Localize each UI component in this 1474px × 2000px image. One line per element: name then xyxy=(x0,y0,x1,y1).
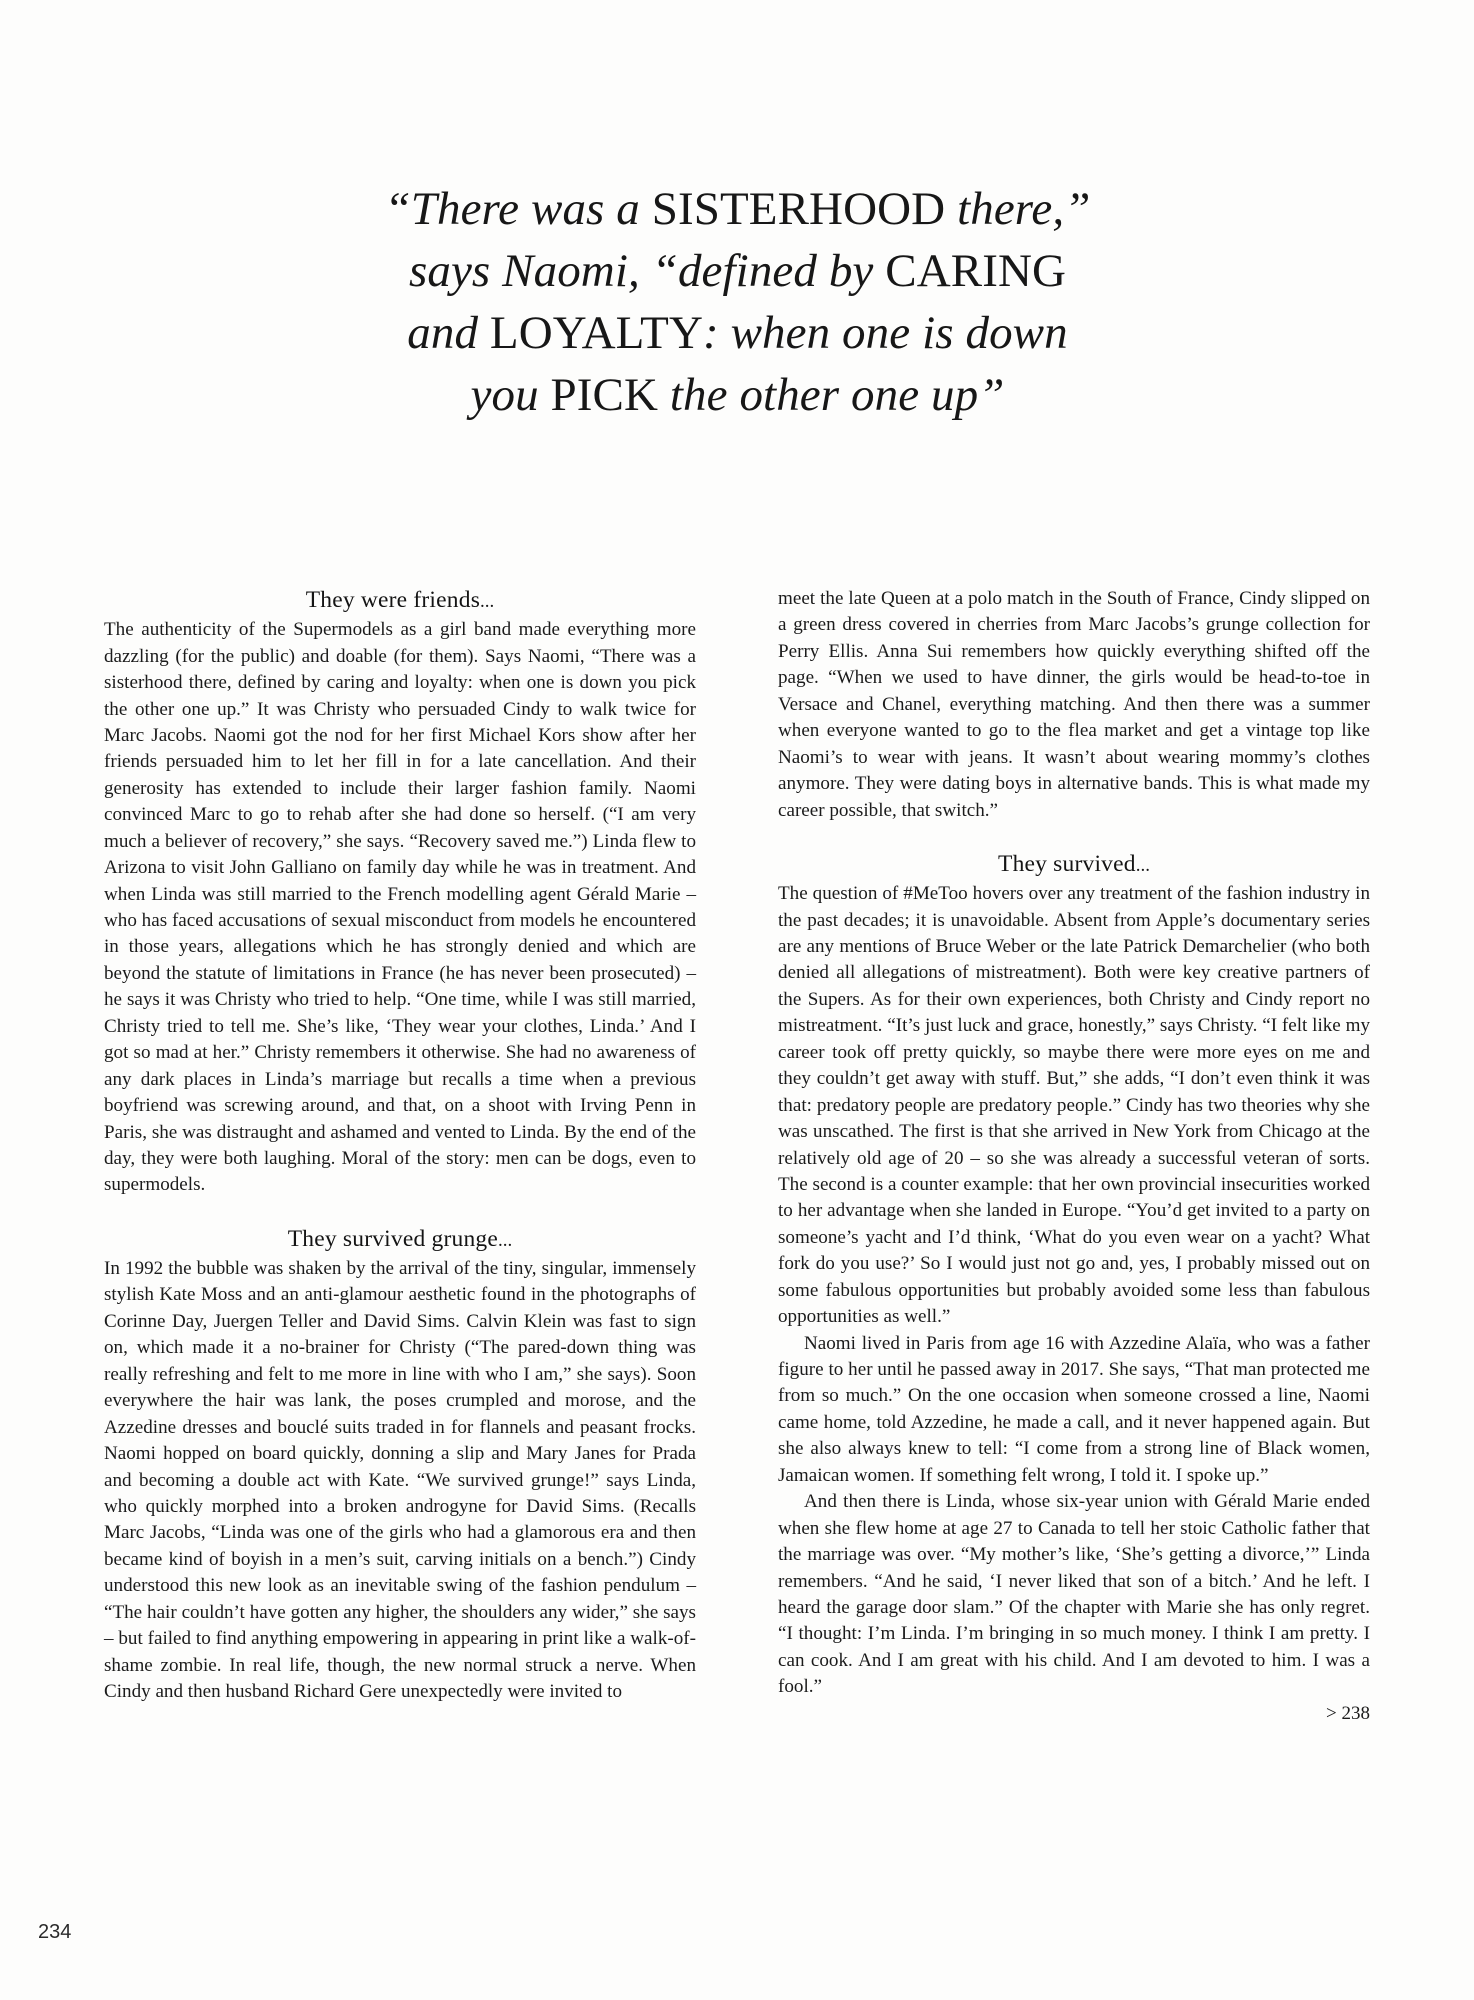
page-pull-quote xyxy=(180,178,1295,426)
pull-quote-line-3-caps: LOYALTY xyxy=(489,307,703,360)
paragraph: The authenticity of the Supermodels as a girl band made everything more dazzling (for the public) and doable (for them). Says Naomi, “There was a sisterhood there, defined by caring and loyalty: when one is down you pick the other one up.” It was Christy who persuaded Cindy to walk twice for Marc Jacobs. Naomi got the nod for her first Michael Kors show after her friends persuaded him to let her fill in for a late cancellation. And their generosity has extended to include their larger fashion family. Naomi convinced Marc to go to rehab after she had done so herself. (“I am very much a believer of recovery,” she says. “Recovery saved me.”) Linda flew to Arizona to visit John Galliano on family day while he was in treatment. And when Linda was still married to the French modelling agent Gérald Marie – who has faced accusations of sexual misconduct from models he encountered in those years, allegations which he has strongly denied and which are beyond the statute of limitations in France (he has never been prosecuted) – he says it was Christy who tried to help. “One time, while I was still married, Christy tried to tell me. She’s like, ‘They wear your clothes, Linda.’ And I got so mad at her.” Christy remembers it otherwise. She had no awareness of any dark places in Linda’s marriage but recalls a time when a previous boyfriend was screwing around, and that, on a shoot with Irving Penn in Paris, she was distraught and ashamed and vented to Linda. By the end of the day, they were both laughing. Moral of the story: men can be dogs, even to supermodels. xyxy=(104,619,696,1196)
subhead-ellipsis: ... xyxy=(497,1229,513,1251)
pull-quote-line-2-part-a: says Naomi, “defined by xyxy=(408,245,886,298)
body-column-right xyxy=(778,586,1370,1727)
pull-quote-line-3 xyxy=(180,302,1295,364)
paragraph: meet the late Queen at a polo match in the South of France, Cindy slipped on a green dress covered in cherries from Marc Jacobs’s grunge collection for Perry Ellis. Anna Sui remembers how quickly everything shifted off the page. “When we used to have dinner, the girls would be head-to-toe in Versace and Chanel, everything matching. And then there was a summer when everyone wanted to go to the flea market and get a vintage top like Naomi’s to wear with jeans. It wasn’t about wearing mommy’s clothes anymore. They were dating boys in alternative bands. This is what made my career possible, that switch.” xyxy=(778,588,1370,821)
pull-quote-line-3-part-b: : when one is down xyxy=(703,307,1068,360)
pull-quote-line-4-caps: PICK xyxy=(550,369,659,422)
section-subhead-they-survived xyxy=(778,850,1370,878)
subhead-ellipsis: ... xyxy=(1135,854,1150,876)
body-column-left xyxy=(104,586,696,1705)
paragraph: The question of #MeToo hovers over any treatment of the fashion industry in the past decades; it is unavoidable. Absent from Apple’s documentary series are any mentions of Bruce Weber or the late Patrick Demarchelier (who both denied all allegations of mistreatment). Both were key creative partners of the Supers. As for their own experiences, both Christy and Cindy report no mistreatment. “It’s just luck and grace, honestly,” says Christy. “I felt like my career took off pretty quickly, so maybe there were more eyes on me and they couldn’t get away with stuff. But,” she adds, “I don’t even think it was that: predatory people are predatory people.” Cindy has two theories why she was unscathed. The first is that she arrived in New York from Chicago at the relatively old age of 20 – so she was already a successful veteran of sorts. The second is a counter example: that her own provincial insecurities worked to her advantage when she landed in Europe. “You’d get invited to a party on someone’s yacht and I’d think, ‘What do you even wear on a yacht? What fork do you use?’ So I would just not go and, yes, I probably missed out on some fabulous opportunities but probably avoided some less than fabulous opportunities as well.” xyxy=(778,883,1370,1328)
pull-quote-line-1-part-a: “There was a xyxy=(384,183,652,235)
pull-quote-line-4-part-a: you xyxy=(470,369,551,422)
pull-quote-line-1-part-b: there,” xyxy=(945,183,1091,235)
pull-quote-line-3-part-a: and xyxy=(407,307,490,360)
paragraph: In 1992 the bubble was shaken by the arrival of the tiny, singular, immensely stylish Kate Moss and an anti-glamour aesthetic found in the photographs of Corinne Day, Juergen Teller and David Sims. Calvin Klein was fast to sign on, which made it a no-brainer for Christy (“The pared-down thing was really refreshing and felt to me more in line with who I am,” she says). Soon everywhere the hair was lank, the poses crumpled and morose, and the Azzedine dresses and bouclé suits traded in for flannels and peasant frocks. Naomi hopped on board quickly, donning a slip and Mary Janes for Prada and becoming a double act with Kate. “We survived grunge!” says Linda, who quickly morphed into a broken androgyne for David Sims. (Recalls Marc Jacobs, “Linda was one of the girls who had a glamorous era and then became kind of boyish in a men’s suit, carving initials on a bench.”) Cindy understood this new look as an inevitable swing of the fashion pendulum – “The hair couldn’t have gotten any higher, the shoulders any wider,” she says – but failed to find anything empowering in appearing in print like a walk-of-shame zombie. In real life, though, the new normal struck a nerve. When Cindy and then husband Richard Gere unexpectedly were invited to xyxy=(104,1258,696,1702)
pull-quote-line-2-caps: CARING xyxy=(885,245,1067,298)
subhead-ellipsis: ... xyxy=(480,591,495,612)
pull-quote-line-2 xyxy=(180,240,1295,302)
continuation-reference: > 238 xyxy=(1326,1702,1370,1724)
pull-quote-line-4-part-b: the other one up” xyxy=(658,369,1005,422)
subhead-text: They survived grunge xyxy=(287,1225,498,1252)
page-number: 234 xyxy=(38,1921,72,1943)
subhead-text: They were friends xyxy=(305,587,481,613)
body-columns xyxy=(104,586,1370,1886)
paragraph: Naomi lived in Paris from age 16 with Azzedine Alaïa, who was a father figure to her until he passed away in 2017. She says, “That man protected me from so much.” On the one occasion when someone crossed a line, Naomi came home, told Azzedine, he made a call, and it never happened again. But she also always knew to tell: “I come from a strong line of Black women, Jamaican women. If something felt wrong, I told it. I spoke up.” xyxy=(778,1332,1370,1486)
section-subhead-they-were-friends xyxy=(104,586,696,614)
pull-quote-line-1 xyxy=(180,178,1295,240)
subhead-text: They survived xyxy=(998,850,1136,877)
pull-quote-line-4 xyxy=(180,364,1295,426)
section-subhead-they-survived-grunge xyxy=(104,1225,696,1253)
section-spacer xyxy=(778,824,1370,850)
paragraph: And then there is Linda, whose six-year union with Gérald Marie ended when she flew home at age 27 to Canada to tell her stoic Catholic father that the marriage was over. “My mother’s like, ‘She’s getting a divorce,’” Linda remembers. “And he said, ‘I never liked that son of a bitch.’ And he left. I heard the garage door slam.” Of the chapter with Marie she has only regret. “I thought: I’m Linda. I’m bringing in so much money. I think I am pretty. I can cook. And I am great with his child. And I am devoted to him. I was a fool.” xyxy=(778,1491,1370,1698)
section-spacer xyxy=(104,1199,696,1225)
pull-quote-line-1-caps: SISTERHOOD xyxy=(651,183,946,235)
